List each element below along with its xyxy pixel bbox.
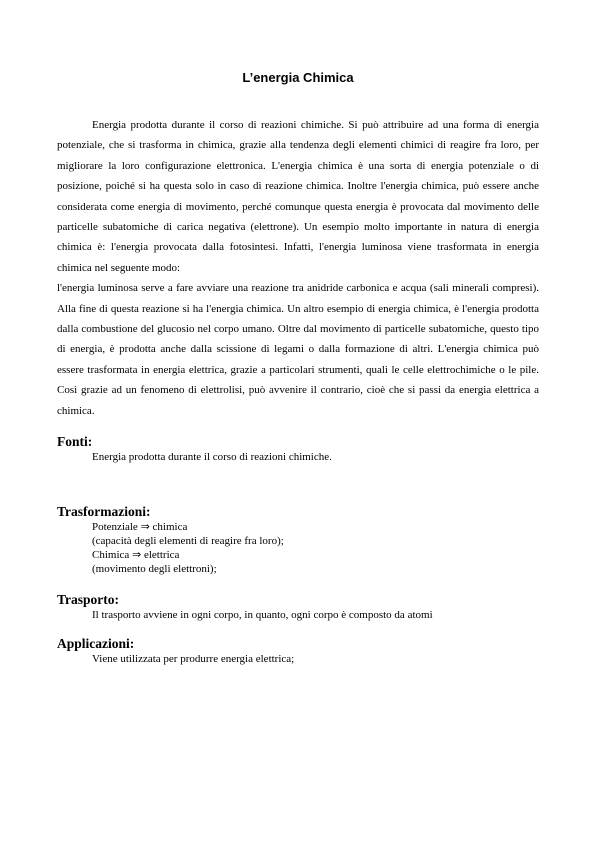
section-heading-fonti: Fonti: — [57, 434, 93, 449]
section-line: Energia prodotta durante il corso di reazioni chimiche. — [92, 451, 332, 463]
section-line: Viene utilizzata per produrre energia elettrica; — [92, 653, 295, 665]
section-line: (movimento degli elettroni); — [92, 563, 217, 575]
section-trasformazioni — [57, 504, 539, 576]
section-heading-applicazioni: Applicazioni: — [57, 636, 135, 651]
section-line: Il trasporto avviene in ogni corpo, in quanto, ogni corpo è composto da atomi — [92, 609, 433, 621]
section-heading-trasporto: Trasporto: — [57, 592, 119, 607]
section-line: Potenziale ⇒ chimica — [92, 521, 188, 533]
body-text — [57, 115, 539, 421]
paragraph-continuation: l'energia luminosa serve a fare avviare una reazione tra anidride carbonica e acqua (sali minerali compresi). Alla fine di questa reazione si ha l'energia chimica. Un altro esempio di energia chimica, è l'energia prodotta dalla combustione del glucosio nel corpo umano. Oltre dal movimento di particelle subatomiche, questo tipo di energia, è prodotta anche dalla scissione di legami o dalla formazione di altri. L'energia chimica può essere trasformata in energia elettrica, grazie a particolari strumenti, quali le celle elettrochimiche o le pile. Così grazie ad un fenomeno di elettrolisi, può avvenire il contrario, cioè che si passi da energia elettrica a chimica. — [57, 282, 539, 417]
section-trasporto — [57, 592, 539, 622]
page-title: L’energia Chimica — [242, 70, 354, 85]
section-line: (capacità degli elementi di reagire fra loro); — [92, 535, 284, 547]
section-applicazioni — [57, 636, 539, 666]
section-fonti — [57, 434, 539, 464]
section-line: Chimica ⇒ elettrica — [92, 549, 180, 561]
section-heading-trasformazioni: Trasformazioni: — [57, 504, 151, 519]
paragraph-intro: Energia prodotta durante il corso di reazioni chimiche. Si può attribuire ad una forma di energia potenziale, che si trasforma in chimica, grazie alla tendenza degli elementi chimici di reagire fra loro, per migliorare la loro configurazione elettronica. L'energia chimica è una sorta di energia potenziale o di posizione, poiché si ha questa solo in caso di reazione chimica. Inoltre l'energia chimica, può essere anche considerata come energia di movimento, perché comunque questa energia è provocata dal movimento delle particelle subatomiche di carica negativa (elettrone). Un esempio molto importante in natura di energia chimica è: l'energia provocata dalla fotosintesi. Infatti, l'energia luminosa viene trasformata in energia chimica nel seguente modo: — [57, 119, 539, 274]
